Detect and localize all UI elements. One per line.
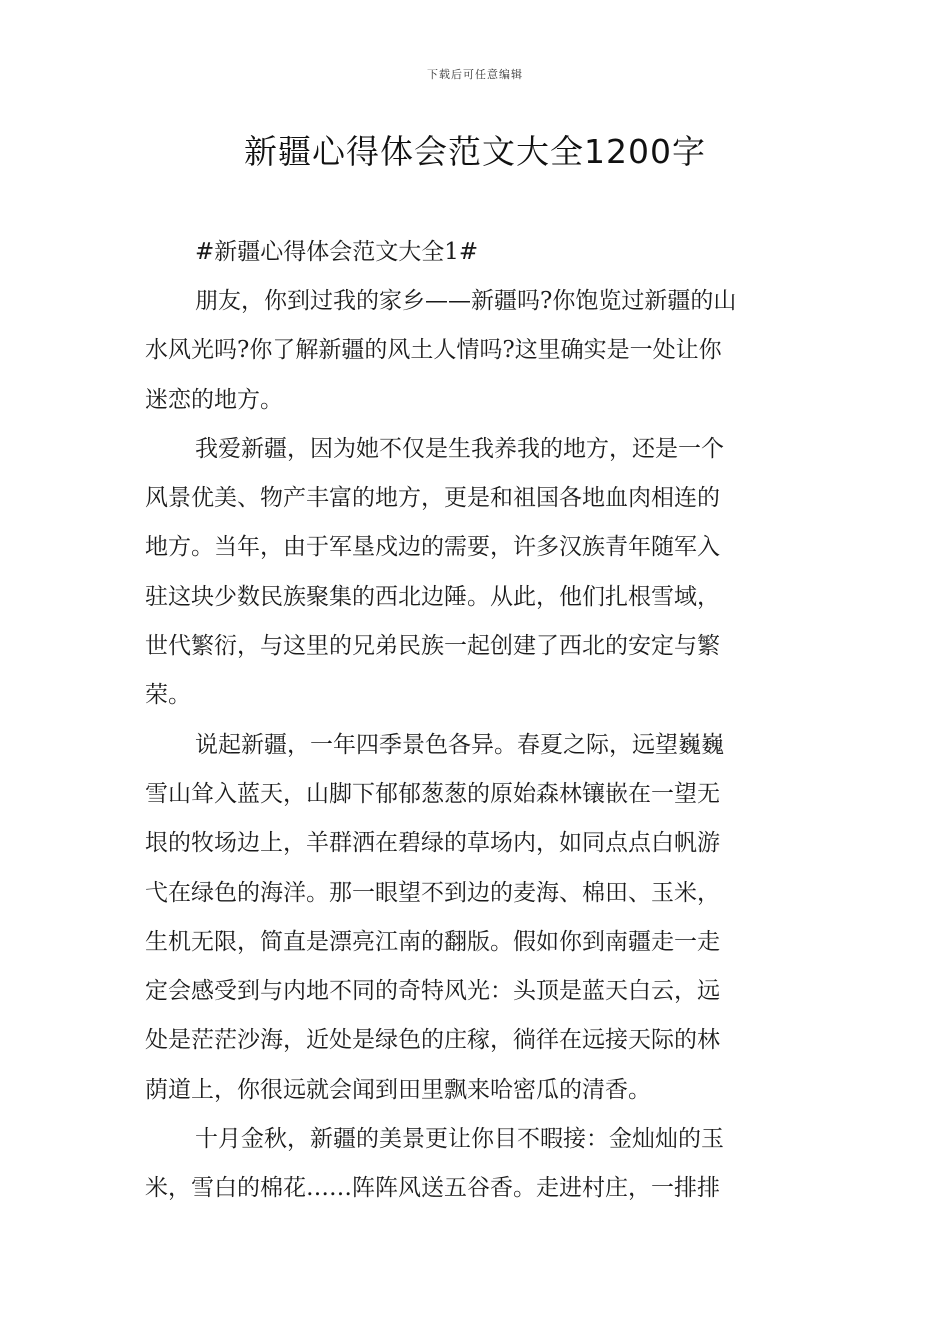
text-line: 说起新疆，一年四季景色各异。春夏之际，远望巍巍 bbox=[195, 731, 724, 758]
text-line: 垠的牧场边上，羊群洒在碧绿的草场内，如同点点白帆游 bbox=[145, 830, 720, 857]
text-line: 生机无限，简直是漂亮江南的翻版。假如你到南疆走一走 bbox=[145, 928, 720, 955]
text-line: 处是茫茫沙海，近处是绿色的庄稼，徜徉在远接天际的林 bbox=[145, 1027, 720, 1054]
section-heading: #新疆心得体会范文大全1# bbox=[195, 239, 479, 265]
text-line: 荫道上，你很远就会闻到田里飘来哈密瓜的清香。 bbox=[145, 1076, 651, 1103]
paragraph-3 bbox=[145, 721, 809, 1115]
paragraph-2 bbox=[145, 425, 809, 721]
text-line: 米，雪白的棉花……阵阵风送五谷香。走进村庄，一排排 bbox=[145, 1175, 720, 1202]
document-body bbox=[145, 228, 809, 1214]
text-line: 十月金秋，新疆的美景更让你目不暇接：金灿灿的玉 bbox=[195, 1126, 724, 1153]
text-line: 世代繁衍，与这里的兄弟民族一起创建了西北的安定与繁 bbox=[145, 633, 720, 660]
text-line: 风景优美、物产丰富的地方，更是和祖国各地血肉相连的 bbox=[145, 485, 720, 512]
text-line: 弋在绿色的海洋。那一眼望不到边的麦海、棉田、玉米， bbox=[145, 879, 720, 906]
header-note: 下载后可任意编辑 bbox=[427, 68, 523, 81]
text-line: 水风光吗?你了解新疆的风土人情吗?这里确实是一处让你 bbox=[145, 337, 722, 364]
text-line: 地方。当年，由于军垦戍边的需要，许多汉族青年随军入 bbox=[145, 534, 720, 561]
text-line: 驻这块少数民族聚集的西北边陲。从此，他们扎根雪域， bbox=[145, 583, 720, 610]
text-line: 荣。 bbox=[145, 682, 191, 709]
document-title: 新疆心得体会范文大全1200字 bbox=[244, 132, 706, 171]
paragraph-1 bbox=[145, 277, 809, 425]
text-line: 迷恋的地方。 bbox=[145, 386, 283, 413]
text-line: 定会感受到与内地不同的奇特风光：头顶是蓝天白云，远 bbox=[145, 978, 720, 1005]
paragraph-4 bbox=[145, 1115, 809, 1214]
text-line: 我爱新疆，因为她不仅是生我养我的地方，还是一个 bbox=[195, 435, 724, 462]
text-line: 雪山耸入蓝天，山脚下郁郁葱葱的原始森林镶嵌在一望无 bbox=[145, 780, 720, 807]
text-line: 朋友，你到过我的家乡——新疆吗?你饱览过新疆的山 bbox=[195, 288, 737, 314]
